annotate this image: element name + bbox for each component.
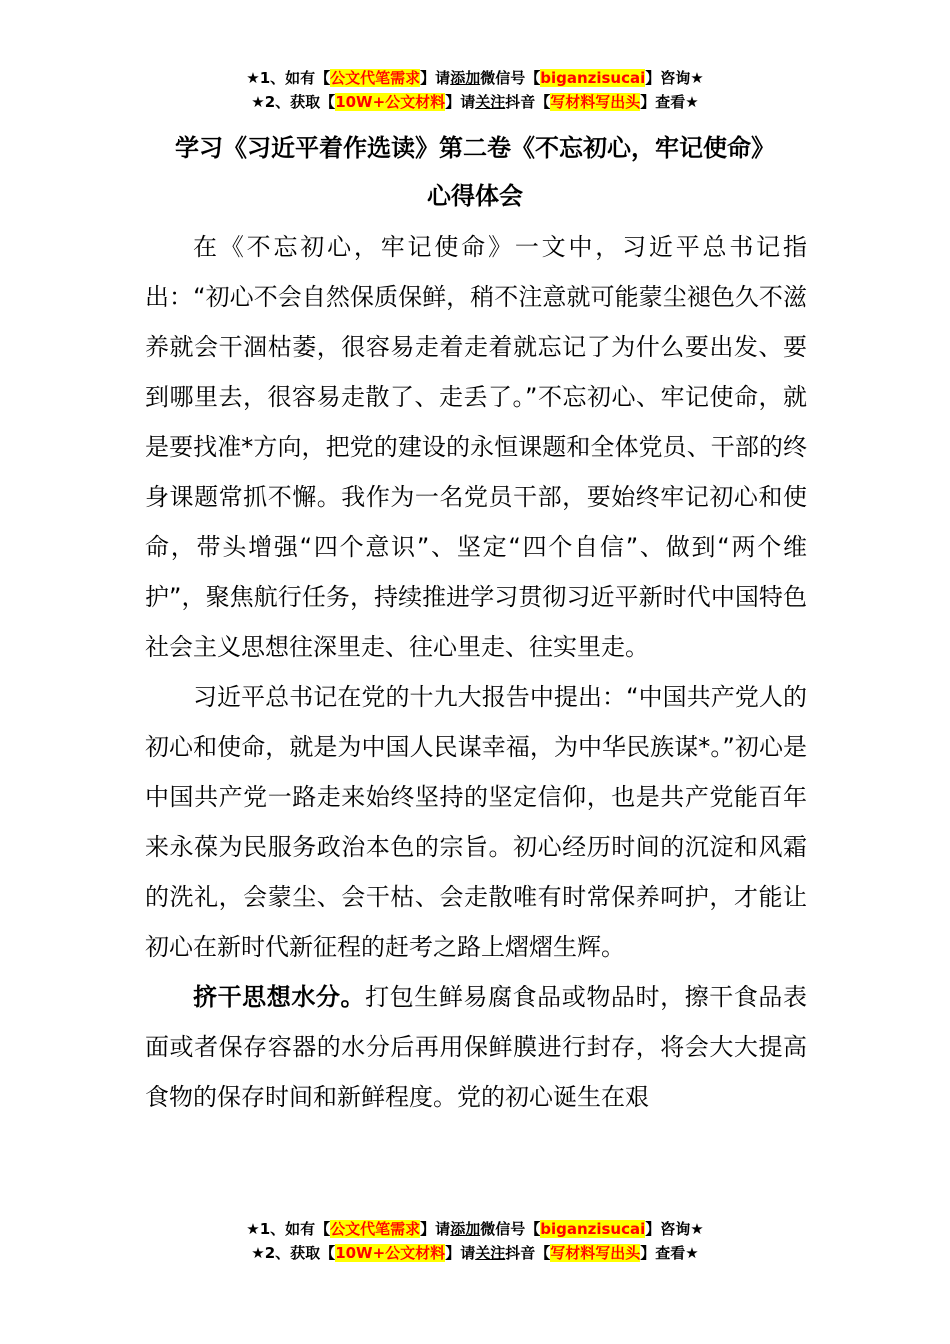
- banner-text: 】请: [445, 93, 476, 111]
- banner-highlight: 写材料写出头: [550, 1244, 641, 1262]
- banner-highlight: 公文代笔需求: [330, 69, 421, 87]
- document-body: [145, 222, 807, 1122]
- banner-line-2: [0, 90, 950, 114]
- banner-text: ★2、获取【: [251, 1244, 336, 1262]
- top-banner: [0, 66, 950, 114]
- banner-text: 微信号【: [480, 1220, 541, 1238]
- banner-underlined: 关注: [475, 93, 506, 111]
- banner-text: ★1、如有【: [246, 69, 331, 87]
- banner-text: ★1、如有【: [246, 1220, 331, 1238]
- bottom-banner: [0, 1217, 950, 1265]
- banner-highlight: 10W+公文材料: [335, 1244, 446, 1262]
- banner-text: 抖音【: [505, 93, 551, 111]
- paragraph-3: [145, 972, 807, 1122]
- banner-line-1: [0, 66, 950, 90]
- banner-text: 抖音【: [505, 1244, 551, 1262]
- banner-text: ★2、获取【: [251, 93, 336, 111]
- banner-underlined: 关注: [475, 1244, 506, 1262]
- document-title: 学习《习近平着作选读》第二卷《不忘初心，牢记使命》: [175, 134, 775, 162]
- banner-text: 】咨询★: [645, 69, 704, 87]
- banner-text: 】请: [445, 1244, 476, 1262]
- banner-text: 微信号【: [480, 69, 541, 87]
- banner-highlight: 10W+公文材料: [335, 93, 446, 111]
- banner-highlight: biganzisucai: [540, 69, 646, 87]
- banner-highlight: biganzisucai: [540, 1220, 646, 1238]
- banner-highlight: 写材料写出头: [550, 93, 641, 111]
- banner-line-1: [0, 1217, 950, 1241]
- document-subtitle: 心得体会: [427, 182, 523, 210]
- paragraph-2: 习近平总书记在党的十九大报告中提出：“中国共产党人的初心和使命，就是为中国人民谋幸福，为中华民族谋*。”初心是中国共产党一路走来始终坚持的坚定信仰，也是共产党能百年来永葆为民服务政治本色的宗旨。初心经历时间的沉淀和风霜的洗礼，会蒙尘、会干枯、会走散唯有时常保养呵护，才能让初心在新时代新征程的赶考之路上熠熠生辉。: [145, 683, 807, 961]
- banner-line-2: [0, 1241, 950, 1265]
- paragraph-1: 在《不忘初心，牢记使命》一文中，习近平总书记指出：“初心不会自然保质保鲜，稍不注意就可能蒙尘褪色久不滋养就会干涸枯萎，很容易走着走着就忘记了为什么要出发、要到哪里去，很容易走散了、走丢了。”不忘初心、牢记使命，就是要找准*方向，把党的建设的永恒课题和全体党员、干部的终身课题常抓不懈。我作为一名党员干部，要始终牢记初心和使命，带头增强“四个意识”、坚定“四个自信”、做到“两个维护”，聚焦航行任务，持续推进学习贯彻习近平新时代中国特色社会主义思想往深里走、往心里走、往实里走。: [145, 233, 807, 661]
- banner-text: 】咨询★: [645, 1220, 704, 1238]
- banner-text: 】查看★: [640, 93, 699, 111]
- banner-underlined: 添加: [450, 69, 481, 87]
- banner-text: 】查看★: [640, 1244, 699, 1262]
- banner-underlined: 添加: [450, 1220, 481, 1238]
- paragraph-lead: 挤干思想水分。: [193, 983, 366, 1011]
- banner-text: 】请: [420, 69, 451, 87]
- paragraph-text: 打包生鲜易腐食品或物品时，擦干食品表面或者保存容器的水分后再用保鲜膜进行封存，将会大大提高食物的保存时间和新鲜程度。党的初心诞生在艰: [145, 983, 808, 1111]
- banner-highlight: 公文代笔需求: [330, 1220, 421, 1238]
- banner-text: 】请: [420, 1220, 451, 1238]
